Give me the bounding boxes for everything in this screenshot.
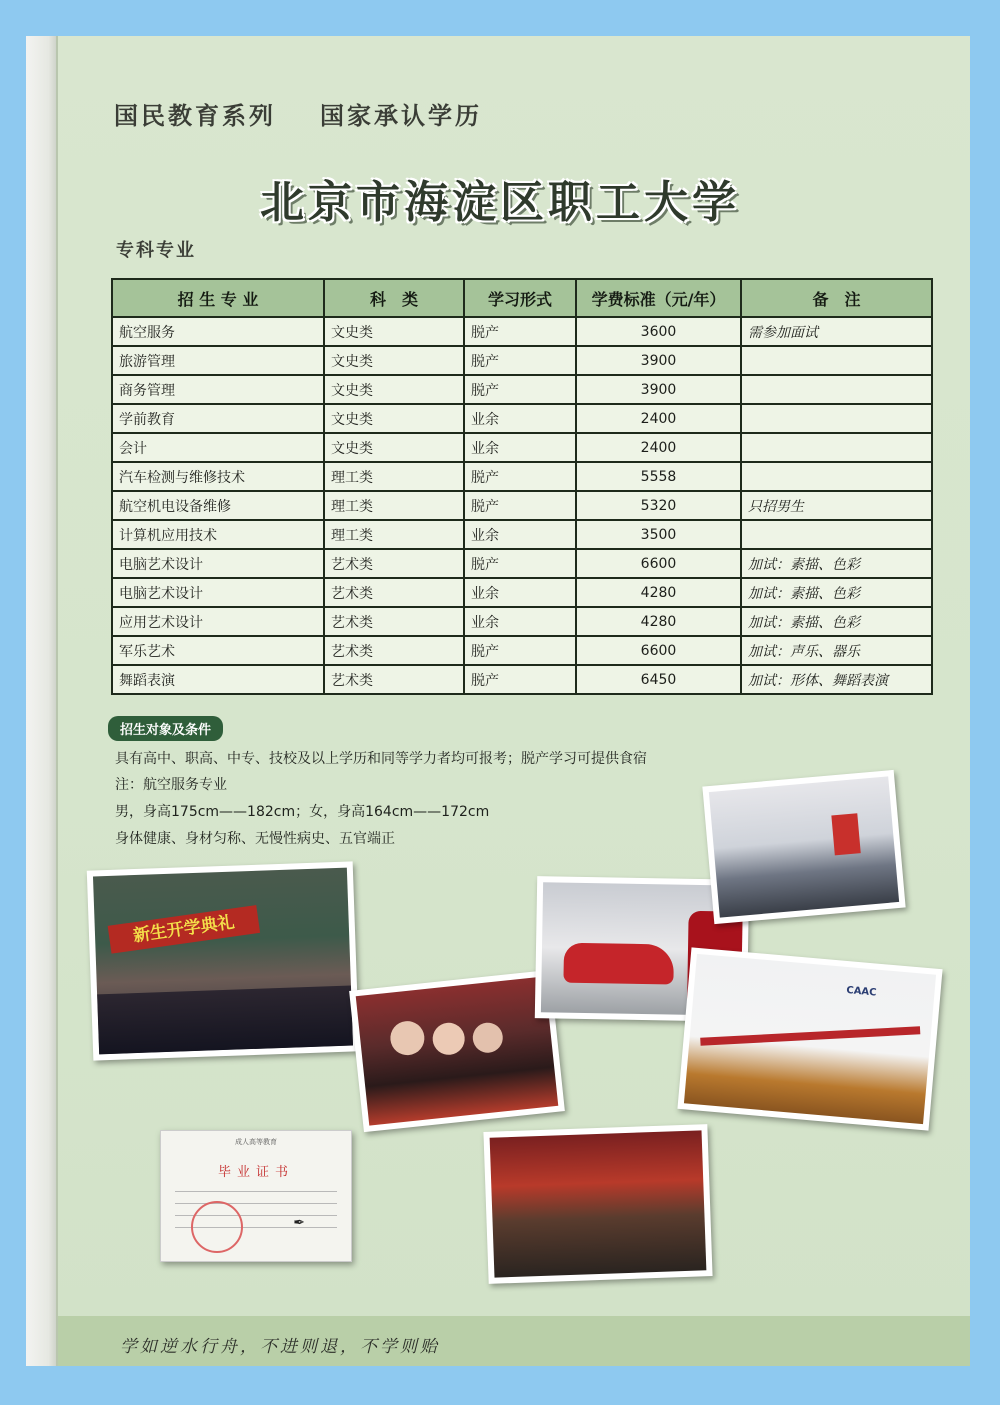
page-left-edge <box>26 36 58 1366</box>
cell-major: 计算机应用技术 <box>112 520 324 549</box>
cell-fee: 6600 <box>576 636 741 665</box>
cell-category: 艺术类 <box>324 636 464 665</box>
cell-study-mode: 业余 <box>464 578 576 607</box>
photo-aircraft-cabin <box>677 947 942 1130</box>
ceremony-banner: 新生开学典礼 <box>108 905 260 954</box>
school-name: 北京市海淀区职工大学 <box>260 177 740 228</box>
table-row <box>112 491 932 520</box>
table-row <box>112 549 932 578</box>
cell-category: 文史类 <box>324 433 464 462</box>
table-row <box>112 578 932 607</box>
series-left: 国民教育系列 <box>114 102 276 130</box>
cell-fee: 3900 <box>576 375 741 404</box>
cell-major: 航空服务 <box>112 317 324 346</box>
cell-category: 理工类 <box>324 491 464 520</box>
cell-major: 舞蹈表演 <box>112 665 324 694</box>
cell-category: 艺术类 <box>324 578 464 607</box>
majors-table <box>111 278 933 695</box>
cell-fee: 2400 <box>576 404 741 433</box>
cell-fee: 3500 <box>576 520 741 549</box>
table-row <box>112 665 932 694</box>
cell-major: 会计 <box>112 433 324 462</box>
photo-banquet <box>483 1124 712 1284</box>
cell-major: 电脑艺术设计 <box>112 549 324 578</box>
certificate-heading: 成人高等教育 <box>235 1138 277 1146</box>
cell-remark <box>741 433 932 462</box>
signature-icon: ✒ <box>293 1215 305 1231</box>
cell-major: 汽车检测与维修技术 <box>112 462 324 491</box>
col-header-study-mode: 学习形式 <box>464 279 576 317</box>
cell-major: 航空机电设备维修 <box>112 491 324 520</box>
footer-motto: 学如逆水行舟，不进则退，不学则贻 <box>120 1337 440 1357</box>
cell-remark <box>741 346 932 375</box>
cell-category: 文史类 <box>324 346 464 375</box>
table-row <box>112 317 932 346</box>
cell-study-mode: 业余 <box>464 607 576 636</box>
cell-study-mode: 脱产 <box>464 491 576 520</box>
col-header-fee: 学费标准（元/年） <box>576 279 741 317</box>
table-row <box>112 520 932 549</box>
cell-fee: 3900 <box>576 346 741 375</box>
caac-logo: CAAC <box>845 985 877 999</box>
cell-remark <box>741 462 932 491</box>
cell-fee: 5558 <box>576 462 741 491</box>
certificate-title: 毕业证书 <box>217 1165 294 1180</box>
cell-remark <box>741 520 932 549</box>
cell-study-mode: 脱产 <box>464 375 576 404</box>
cell-major: 学前教育 <box>112 404 324 433</box>
condition-line: 男，身高175cm——182cm；女，身高164cm——172cm <box>115 804 490 820</box>
cell-fee: 6450 <box>576 665 741 694</box>
cell-major: 军乐艺术 <box>112 636 324 665</box>
cell-category: 文史类 <box>324 375 464 404</box>
series-heading <box>114 96 526 131</box>
cell-study-mode: 脱产 <box>464 636 576 665</box>
col-header-category: 科 类 <box>324 279 464 317</box>
cell-remark: 加试：素描、色彩 <box>741 578 932 607</box>
table-header-row <box>112 279 932 317</box>
cell-major: 电脑艺术设计 <box>112 578 324 607</box>
cell-category: 艺术类 <box>324 607 464 636</box>
table-row <box>112 607 932 636</box>
table-row <box>112 375 932 404</box>
cell-fee: 5320 <box>576 491 741 520</box>
cell-remark: 需参加面试 <box>741 317 932 346</box>
cell-study-mode: 脱产 <box>464 462 576 491</box>
photo-students <box>349 970 565 1132</box>
cell-category: 理工类 <box>324 520 464 549</box>
cell-category: 文史类 <box>324 317 464 346</box>
cell-study-mode: 脱产 <box>464 549 576 578</box>
cell-study-mode: 业余 <box>464 520 576 549</box>
seal-icon <box>191 1201 243 1253</box>
table-body <box>112 317 932 694</box>
table-row <box>112 636 932 665</box>
cell-remark: 加试：素描、色彩 <box>741 549 932 578</box>
col-header-remark: 备 注 <box>741 279 932 317</box>
photo-computer-lab <box>702 770 905 924</box>
col-header-major: 招 生 专 业 <box>112 279 324 317</box>
cell-fee: 2400 <box>576 433 741 462</box>
cell-study-mode: 业余 <box>464 433 576 462</box>
cell-category: 艺术类 <box>324 665 464 694</box>
cell-category: 文史类 <box>324 404 464 433</box>
cell-remark: 只招男生 <box>741 491 932 520</box>
table-row <box>112 433 932 462</box>
condition-line: 身体健康、身材匀称、无慢性病史、五官端正 <box>115 831 395 847</box>
cell-major: 旅游管理 <box>112 346 324 375</box>
cell-category: 理工类 <box>324 462 464 491</box>
conditions-tag: 招生对象及条件 <box>108 716 223 741</box>
table-row <box>112 346 932 375</box>
cell-study-mode: 脱产 <box>464 665 576 694</box>
cell-fee: 4280 <box>576 607 741 636</box>
photo-opening-ceremony <box>87 861 359 1060</box>
cell-remark <box>741 375 932 404</box>
cell-study-mode: 脱产 <box>464 346 576 375</box>
cell-major: 应用艺术设计 <box>112 607 324 636</box>
cell-remark: 加试：声乐、器乐 <box>741 636 932 665</box>
cell-study-mode: 业余 <box>464 404 576 433</box>
cell-category: 艺术类 <box>324 549 464 578</box>
cell-remark: 加试：素描、色彩 <box>741 607 932 636</box>
condition-line: 注：航空服务专业 <box>115 777 227 793</box>
graduation-certificate <box>160 1130 352 1262</box>
table-row <box>112 462 932 491</box>
cell-remark <box>741 404 932 433</box>
cell-fee: 3600 <box>576 317 741 346</box>
cell-remark: 加试：形体、舞蹈表演 <box>741 665 932 694</box>
section-title: 专科专业 <box>116 240 196 261</box>
table-row <box>112 404 932 433</box>
cell-fee: 4280 <box>576 578 741 607</box>
series-right: 国家承认学历 <box>320 102 482 130</box>
cell-major: 商务管理 <box>112 375 324 404</box>
cell-fee: 6600 <box>576 549 741 578</box>
cell-study-mode: 脱产 <box>464 317 576 346</box>
condition-line: 具有高中、职高、中专、技校及以上学历和同等学力者均可报考；脱产学习可提供食宿 <box>115 751 647 767</box>
